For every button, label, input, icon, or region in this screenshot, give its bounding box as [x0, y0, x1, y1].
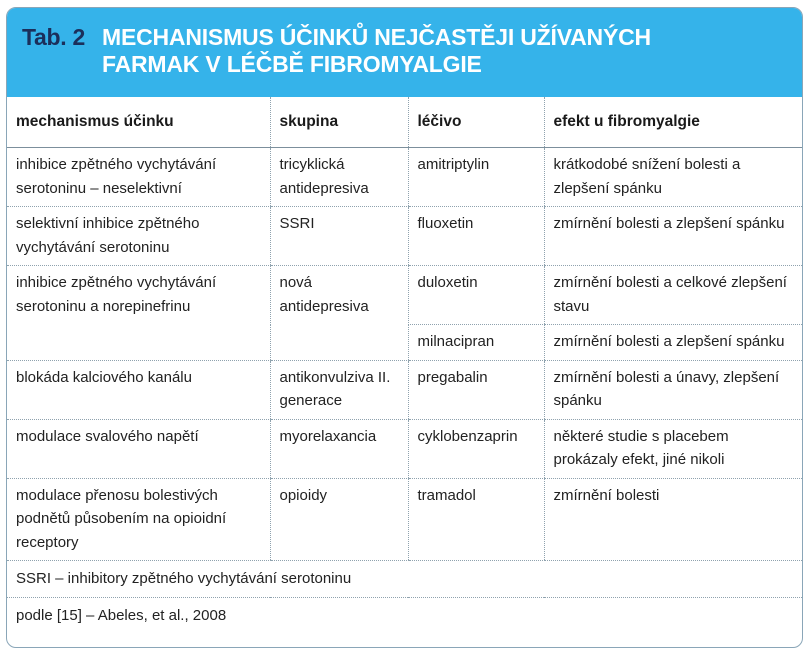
- cell-group: opioidy: [270, 478, 408, 561]
- cell-effect: zmírnění bolesti a zlepšení spánku: [544, 325, 802, 361]
- cell-mechanism: modulace přenosu bolestivých podnětů působením na opioidní receptory: [7, 478, 270, 561]
- footnote-row: [7, 561, 802, 598]
- source-row: [7, 597, 802, 633]
- cell-effect: zmírnění bolesti: [544, 478, 802, 561]
- cell-drug: tramadol: [408, 478, 544, 561]
- cell-group: SSRI: [270, 207, 408, 266]
- column-header-group: skupina: [270, 97, 408, 148]
- cell-drug: amitriptylin: [408, 148, 544, 207]
- cell-effect: zmírnění bolesti a únavy, zlepšení spánku: [544, 360, 802, 419]
- table-header-row: [7, 97, 802, 148]
- cell-group: tricyklická antidepresiva: [270, 148, 408, 207]
- cell-mechanism: inhibice zpětného vychytávání serotoninu – neselektivní: [7, 148, 270, 207]
- cell-mechanism: selektivní inhibice zpětného vychytávání serotoninu: [7, 207, 270, 266]
- table-row: [7, 478, 802, 561]
- table-number: Tab. 2: [22, 24, 85, 50]
- column-header-effect: efekt u fibromyalgie: [544, 97, 802, 148]
- cell-mechanism: inhibice zpětného vychytávání serotoninu a norepinefrinu: [7, 266, 270, 361]
- cell-effect: některé studie s placebem prokázaly efekt, jiné nikoli: [544, 419, 802, 478]
- table-header-banner: [7, 8, 802, 97]
- table-row: [7, 360, 802, 419]
- cell-drug: fluoxetin: [408, 207, 544, 266]
- cell-group: myorelaxancia: [270, 419, 408, 478]
- table-frame: [6, 7, 803, 648]
- cell-mechanism: modulace svalového napětí: [7, 419, 270, 478]
- table-row: [7, 419, 802, 478]
- column-header-mechanism: mechanismus účinku: [7, 97, 270, 148]
- cell-mechanism: blokáda kalciového kanálu: [7, 360, 270, 419]
- cell-group: antikonvulziva II. generace: [270, 360, 408, 419]
- table-title: MECHANISMUS ÚČINKŮ NEJČASTĚJI UŽÍVANÝCH FARMAK V LÉČBĚ FIBROMYALGIE: [102, 24, 651, 77]
- abbreviation-footnote: SSRI – inhibitory zpětného vychytávání serotoninu: [7, 561, 802, 598]
- cell-group: nová antidepresiva: [270, 266, 408, 361]
- table-row: [7, 266, 802, 325]
- table-row: [7, 207, 802, 266]
- cell-effect: zmírnění bolesti a celkové zlepšení stavu: [544, 266, 802, 325]
- cell-drug: milnacipran: [408, 325, 544, 361]
- cell-effect: zmírnění bolesti a zlepšení spánku: [544, 207, 802, 266]
- source-footnote: podle [15] – Abeles, et al., 2008: [16, 606, 227, 624]
- cell-effect: krátkodobé snížení bolesti a zlepšení spánku: [544, 148, 802, 207]
- cell-drug: cyklobenzaprin: [408, 419, 544, 478]
- column-header-drug: léčivo: [408, 97, 544, 148]
- cell-drug: duloxetin: [408, 266, 544, 325]
- cell-drug: pregabalin: [408, 360, 544, 419]
- drug-mechanism-table: [7, 97, 802, 633]
- table-row: [7, 148, 802, 207]
